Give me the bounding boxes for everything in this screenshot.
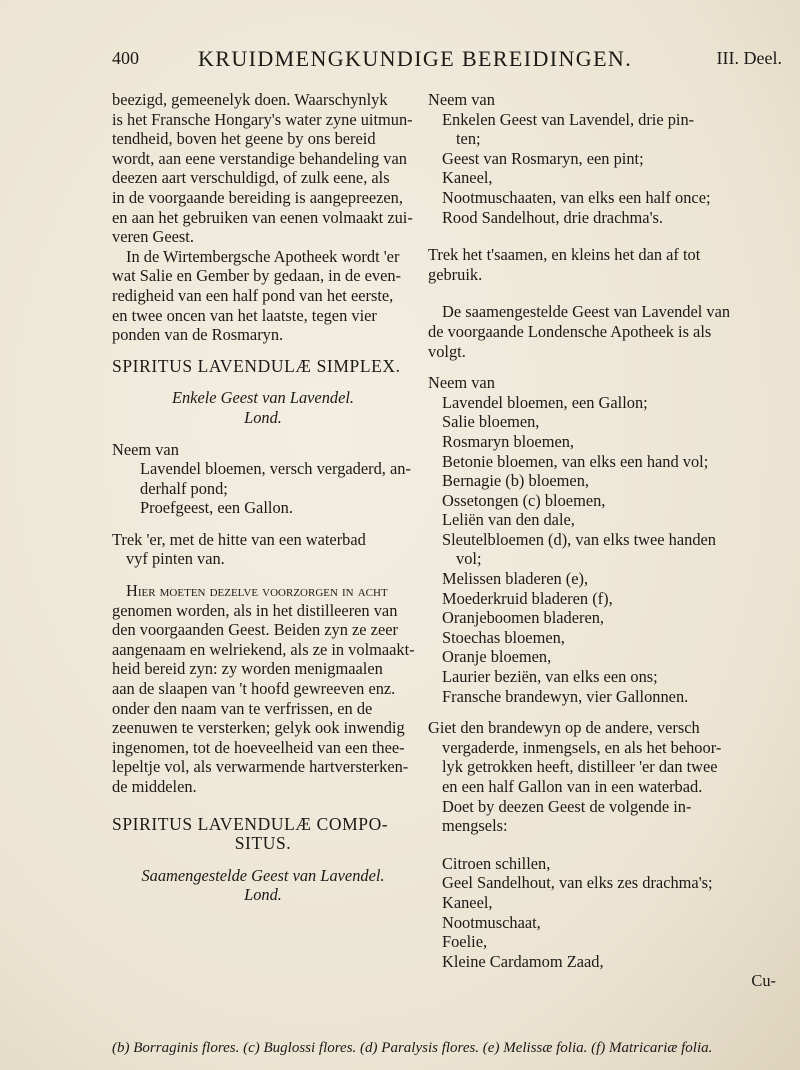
recipe-line: Kaneel, — [442, 892, 493, 912]
text-line: volgt. — [428, 341, 466, 361]
text-line: mengsels: — [442, 816, 508, 836]
text-line: en een half Gallon van in een waterbad. — [442, 777, 703, 796]
text-line: genomen worden, als in het distilleeren van — [112, 600, 398, 620]
text-line: De saamengestelde Geest van Lavendel van — [442, 302, 731, 322]
text-line: gebruik. — [428, 264, 483, 284]
text-line: lepeltje vol, als verwarmende hartversterken- — [112, 757, 409, 777]
footnotes: (b) Borraginis flores. (c) Buglossi flores. (d) Paralysis flores. (e) Melissæ folia. (f) Matricariæ folia. — [112, 1040, 713, 1056]
recipe-line: vol; — [456, 549, 482, 569]
text-line: onder den naam van te verfrissen, en de — [112, 698, 373, 718]
recipe-line: Oranjeboomen bladeren, — [442, 608, 605, 628]
recipe-line: Rosmaryn bloemen, — [442, 431, 575, 451]
recipe-line: ten; — [456, 129, 481, 149]
recipe-line: Enkelen Geest van Lavendel, drie pin- — [442, 109, 695, 129]
text-line: is het Fransche Hongary's water zyne uitmun- — [112, 109, 413, 129]
recipe-line: Rood Sandelhout, drie drachma's. — [442, 207, 663, 227]
part-label: III. Deel. — [716, 48, 782, 68]
left-column — [112, 90, 414, 905]
recipe-line: Geel Sandelhout, van elks zes drachma's; — [442, 873, 713, 893]
text-line: Hier moeten dezelve voorzorgen in acht — [126, 581, 388, 601]
text-line: vyf pinten van. — [126, 549, 225, 569]
recipe-line: Leliën van den dale, — [442, 510, 575, 530]
recipe-line: Neem van — [428, 90, 495, 109]
text-line: Giet den brandewyn op de andere, versch — [428, 718, 700, 738]
text-line: tendheid, boven het geene by ons bereid — [112, 129, 376, 149]
text-line: aan de slaapen van 't hoofd gewreeven enz. — [112, 679, 396, 699]
text-line: vergaderde, inmengsels, en als het behoor- — [442, 737, 722, 757]
text-line: heid bereid zyn: zy worden menigmaalen — [112, 659, 383, 679]
recipe-line: Stoechas bloemen, — [442, 627, 565, 647]
recipe-line: Nootmuschaaten, van elks een half once; — [442, 187, 711, 207]
section-heading: SPIRITUS LAVENDULÆ SIMPLEX. — [112, 355, 401, 376]
recipe-line: Laurier beziën, van elks een ons; — [442, 667, 658, 687]
text-line: redigheid van een half pond van het eerste, — [112, 285, 394, 305]
recipe-line: Sleutelbloemen (d), van elks twee handen — [442, 529, 716, 549]
text-line: lyk getrokken heeft, distilleer 'er dan twee — [442, 757, 718, 777]
recipe-line: Citroen schillen, — [442, 853, 551, 873]
recipe-line: Nootmuschaat, — [442, 912, 541, 932]
text-line: ingenomen, tot de hoeveelheid van een thee- — [112, 737, 405, 757]
text-line: beezigd, gemeenelyk doen. Waarschynlyk — [112, 90, 388, 109]
text-line: ponden van de Rosmaryn. — [112, 325, 284, 345]
recipe-line: Moederkruid bladeren (f), — [442, 588, 613, 608]
text-line: en twee oncen van het laatste, tegen vier — [112, 305, 377, 325]
text-line: de middelen. — [112, 777, 197, 796]
text-line: wat Salie en Gember by gedaan, in de even- — [112, 266, 401, 286]
recipe-line: Foelie, — [442, 932, 488, 952]
text-line: aangenaam en welriekend, als ze in volmaakt- — [112, 639, 415, 659]
text-line: in de voorgaande bereiding is aangepreezen, — [112, 187, 403, 207]
recipe-line: Fransche brandewyn, vier Gallonnen. — [442, 686, 689, 706]
section-heading: SPIRITUS LAVENDULÆ COMPO- — [112, 813, 389, 834]
recipe-line: Oranje bloemen, — [442, 647, 552, 667]
recipe-line: Proefgeest, een Gallon. — [140, 498, 293, 518]
running-title: KRUIDMENGKUNDIGE BEREIDINGEN. — [198, 46, 633, 71]
text-line: In de Wirtembergsche Apotheek wordt 'er — [126, 246, 400, 266]
text-line: en aan het gebruiken van eenen volmaakt zui- — [112, 207, 413, 227]
recipe-line: Kaneel, — [442, 168, 493, 188]
page-number: 400 — [112, 48, 139, 68]
text-line: zeenuwen te versterken; gelyk ook inwendig — [112, 718, 405, 738]
text-line: wordt, aan eene verstandige behandeling van — [112, 148, 407, 168]
recipe-line: Lavendel bloemen, een Gallon; — [442, 392, 648, 412]
section-subheading: Saamengestelde Geest van Lavendel. — [141, 865, 385, 885]
recipe-line: derhalf pond; — [140, 478, 228, 498]
recipe-line: Neem van — [112, 439, 179, 459]
section-subheading: Enkele Geest van Lavendel. — [171, 388, 355, 408]
recipe-line: Kleine Cardamom Zaad, — [442, 951, 604, 971]
text-line: Trek het t'saamen, en kleins het dan af tot — [428, 245, 701, 265]
recipe-line: Lavendel bloemen, versch vergaderd, an- — [140, 459, 411, 479]
recipe-line: Ossetongen (c) bloemen, — [442, 490, 606, 510]
section-subheading-source: Lond. — [244, 407, 282, 427]
recipe-line: Betonie bloemen, van elks een hand vol; — [442, 451, 709, 471]
section-subheading-source: Lond. — [244, 885, 282, 905]
text-line: deezen aart verschuldigd, of zulk eene, als — [112, 168, 390, 188]
page-header — [112, 46, 782, 76]
section-heading-cont: SITUS. — [234, 833, 292, 854]
catchword: Cu- — [751, 971, 776, 991]
recipe-line: Melissen bladeren (e), — [442, 569, 589, 589]
recipe-line: Salie bloemen, — [442, 412, 540, 432]
recipe-line: Bernagie (b) bloemen, — [442, 471, 590, 491]
text-line: de voorgaande Londensche Apotheek is als — [428, 321, 712, 341]
text-line: Doet by deezen Geest de volgende in- — [442, 796, 692, 816]
right-column — [428, 90, 776, 991]
recipe-line: Geest van Rosmaryn, een pint; — [442, 148, 644, 168]
text-line: veren Geest. — [112, 227, 194, 247]
text-line: den voorgaanden Geest. Beiden zyn ze zeer — [112, 620, 398, 640]
recipe-line: Neem van — [428, 373, 495, 393]
text-line: Trek 'er, met de hitte van een waterbad — [112, 529, 366, 549]
